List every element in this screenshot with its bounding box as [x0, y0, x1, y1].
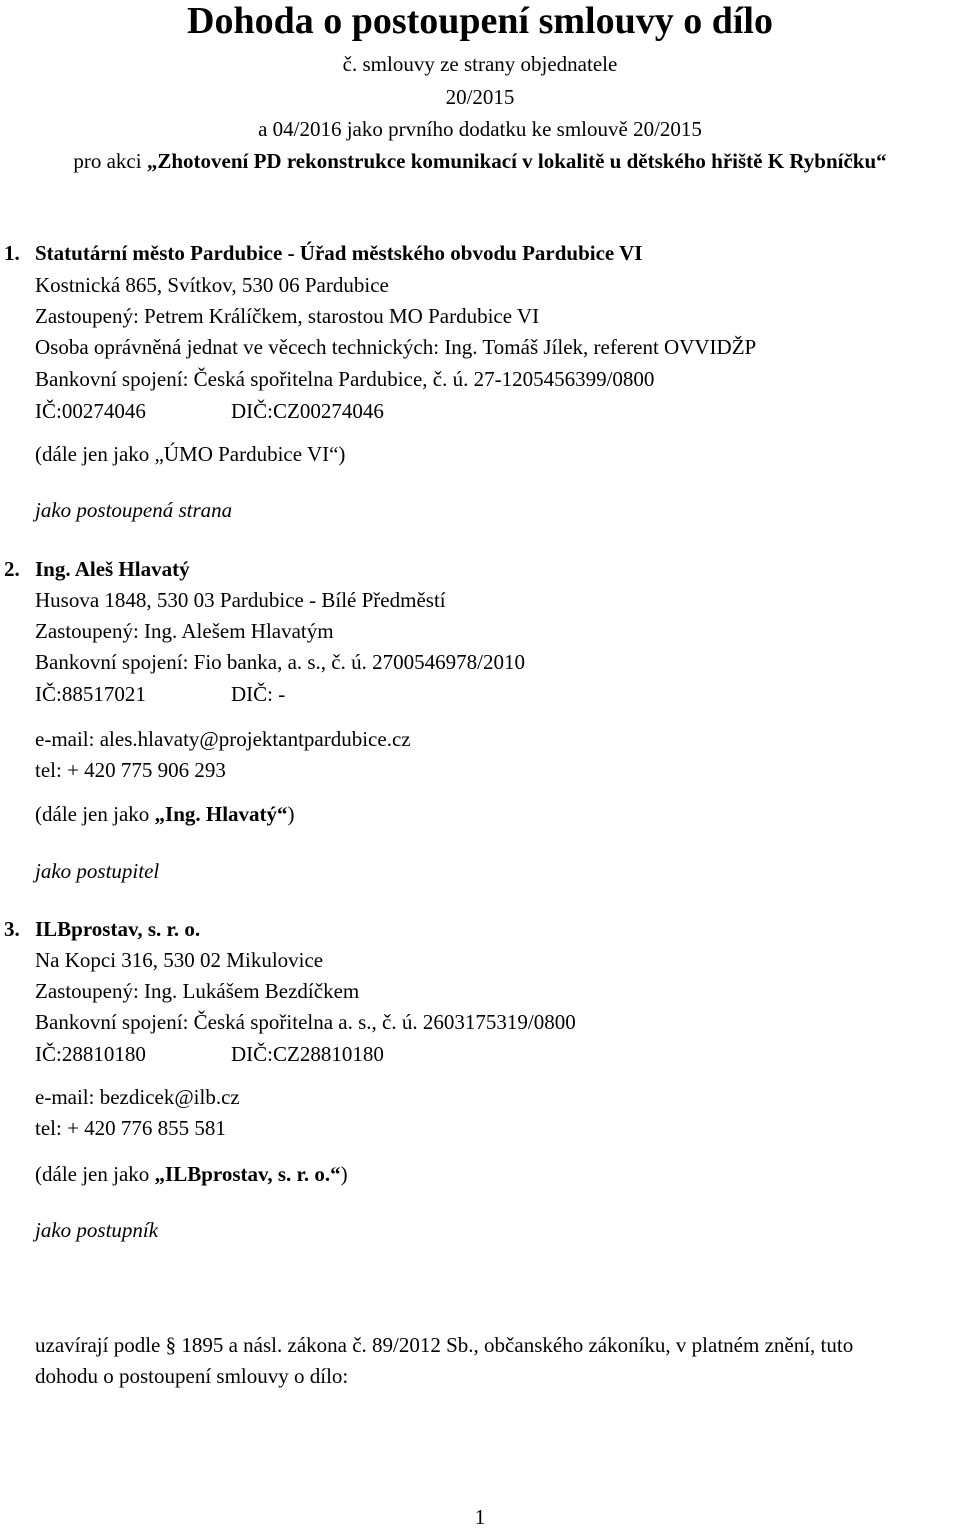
project-prefix: pro akci: [73, 149, 147, 173]
party-1-address: Kostnická 865, Svítkov, 530 06 Pardubice: [35, 273, 389, 297]
party-3-ic: IČ:28810180: [35, 1042, 146, 1066]
project-line: [0, 149, 960, 173]
party-3-bank: Bankovní spojení: Česká spořitelna a. s., č. ú. 2603175319/0800: [35, 1010, 576, 1034]
party-1-bank: Bankovní spojení: Česká spořitelna Pardubice, č. ú. 27-1205456399/0800: [35, 367, 655, 391]
party-2-tel: tel: + 420 775 906 293: [35, 758, 226, 782]
party-2-alias: [35, 802, 295, 826]
party-1-alias: (dále jen jako „ÚMO Pardubice VI“): [35, 442, 346, 466]
party-2-name: Ing. Aleš Hlavatý: [35, 557, 190, 581]
party-3-dic: DIČ:CZ28810180: [231, 1042, 384, 1066]
party-2-alias-suffix: ): [287, 802, 295, 826]
party-3-alias-suffix: ): [340, 1162, 348, 1186]
project-name: „Zhotovení PD rekonstrukce komunikací v lokalitě u dětského hřiště K Rybníčku“: [146, 149, 887, 173]
party-1-ic: IČ:00274046: [35, 399, 146, 423]
party-3-address: Na Kopci 316, 530 02 Mikulovice: [35, 948, 324, 972]
party-2-ic: IČ:88517021: [35, 682, 146, 706]
party-2-alias-prefix: (dále jen jako: [35, 802, 155, 826]
party-1-number: 1.: [4, 241, 20, 265]
party-1-represented: Zastoupený: Petrem Králíčkem, starostou MO Pardubice VI: [35, 304, 540, 328]
party-2-alias-name: „Ing. Hlavatý“: [154, 802, 288, 826]
party-3-tel: tel: + 420 776 855 581: [35, 1116, 226, 1140]
contract-number-label: č. smlouvy ze strany objednatele: [342, 52, 618, 76]
closing-line-1: uzavírají podle § 1895 a násl. zákona č. 89/2012 Sb., občanského zákoníku, v platném znění, tuto: [35, 1333, 854, 1357]
party-3-alias: [35, 1162, 348, 1186]
party-2-number: 2.: [4, 557, 20, 581]
party-2-address: Husova 1848, 530 03 Pardubice - Bílé Předměstí: [35, 588, 446, 612]
party-2-dic: DIČ: -: [231, 682, 286, 706]
page-number: 1: [474, 1505, 486, 1529]
party-2-bank: Bankovní spojení: Fio banka, a. s., č. ú. 2700546978/2010: [35, 650, 525, 674]
party-3-name: ILBprostav, s. r. o.: [35, 917, 201, 941]
contract-number: 20/2015: [445, 85, 515, 109]
amendment-line: a 04/2016 jako prvního dodatku ke smlouvě 20/2015: [258, 117, 702, 141]
party-1-role: jako postoupená strana: [35, 498, 233, 522]
party-3-alias-name: „ILBprostav, s. r. o.“: [154, 1162, 341, 1186]
party-3-alias-prefix: (dále jen jako: [35, 1162, 155, 1186]
closing-line-2: dohodu o postoupení smlouvy o dílo:: [35, 1364, 349, 1388]
party-1-name: Statutární město Pardubice - Úřad městského obvodu Pardubice VI: [35, 241, 643, 265]
party-2-email: e-mail: ales.hlavaty@projektantpardubice.cz: [35, 727, 411, 751]
party-3-number: 3.: [4, 917, 20, 941]
party-3-email: e-mail: bezdicek@ilb.cz: [35, 1085, 240, 1109]
party-2-represented: Zastoupený: Ing. Alešem Hlavatým: [35, 619, 334, 643]
party-2-role: jako postupitel: [35, 859, 160, 883]
document-title: Dohoda o postoupení smlouvy o dílo: [187, 0, 773, 42]
party-1-dic: DIČ:CZ00274046: [231, 399, 384, 423]
party-1-authorized: Osoba oprávněná jednat ve věcech technických: Ing. Tomáš Jílek, referent OVVIDŽP: [35, 335, 757, 359]
party-3-represented: Zastoupený: Ing. Lukášem Bezdíčkem: [35, 979, 360, 1003]
party-3-role: jako postupník: [35, 1218, 159, 1242]
